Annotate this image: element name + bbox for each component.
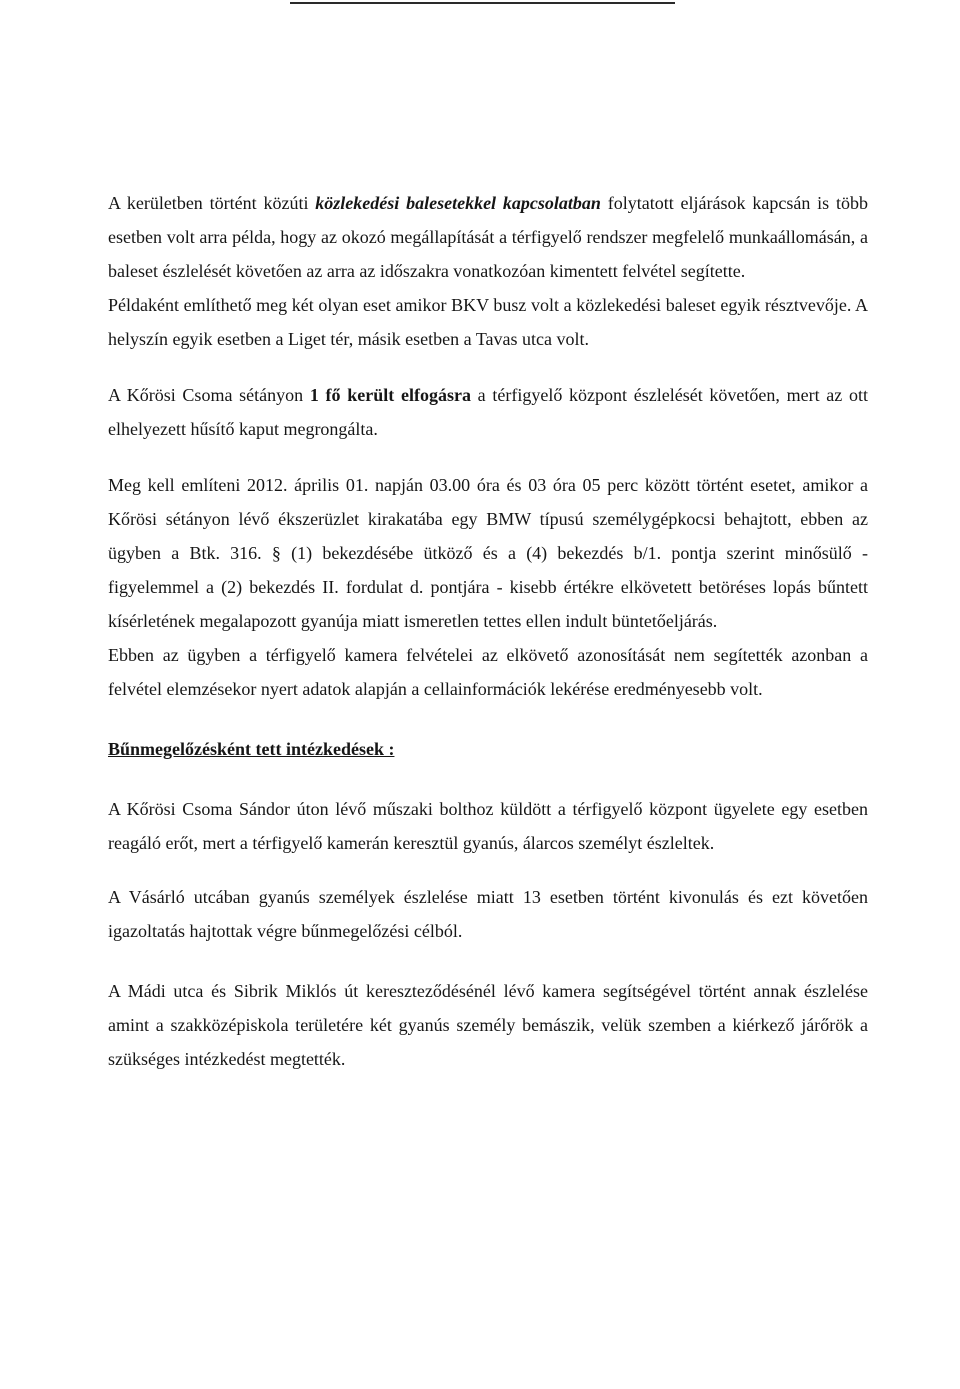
paragraph-madi-street: A Mádi utca és Sibrik Miklós út kereszteződésénél lévő kamera segítségével történt annak észlelése amint a szakközépiskola területére két gyanús személy bemászik, velük szemben a kiérkező járőrök a szükséges intézkedést megtették. [108, 981, 868, 1069]
emphasis-text: közlekedési balesetekkel kapcsolatban [315, 193, 601, 213]
paragraph-jewelry-case: Meg kell említeni 2012. április 01. napján 03.00 óra és 03 óra 05 perc között történt esetet, amikor a Kőrösi sétányon lévő ékszerüzlet kirakatába egy BMW típusú személygépkocsi behajtott, ebben az ügyben a Btk. 316. § (1) bekezdésébe ütköző és a (4) bekezdés b/1. pontja szerint minősülő - figyelemmel a (2) bekezdés II. fordulat d. pontjára - kisebb értékre elkövetett betöréses lopás bűntett kísérletének megalapozott gyanúja miatt ismeretlen tettes ellen indult büntetőeljárás. [108, 475, 868, 631]
paragraph-camera-footage: Ebben az ügyben a térfigyelő kamera felvételei az elkövető azonosítását nem segítették azonban a felvétel elemzésekor nyert adatok alapján a cellainformációk lekérése eredményesebb volt. [108, 645, 868, 699]
paragraph-text: folytatott eljárások kapcsán is több esetben volt arra példa, hogy az okozó megállapítását a térfigyelő rendszer megfelelő munkaállomásán, a baleset észlelését követően az arra az időszakra vonatkozóan kimentett felvétel segítette. [108, 193, 869, 281]
section-heading: Bűnmegelőzésként tett intézkedések : [108, 739, 395, 759]
paragraph-electronics-shop: A Kőrösi Csoma Sándor úton lévő műszaki bolthoz küldött a térfigyelő központ ügyelete egy esetben reagáló erőt, mert a térfigyelő kamerán keresztül gyanús, álarcos személyt észleltek. [108, 799, 868, 853]
bold-text: 1 fő került elfogásra [309, 385, 471, 405]
scan-edge-line [290, 2, 675, 4]
paragraph-bkv-examples: Példaként említhető meg két olyan eset amikor BKV busz volt a közlekedési baleset egyik résztvevője. A helyszín egyik esetben a Liget tér, másik esetben a Tavas utca volt. [108, 295, 868, 349]
paragraph-text: A Kőrösi Csoma sétányon [108, 385, 310, 405]
paragraph-text: a térfigyelő központ észlelését követően, mert az ott elhelyezett hűsítő kaput megrongálta. [108, 385, 868, 439]
paragraph-text: A kerületben történt közúti [108, 193, 316, 213]
document-body [108, 186, 868, 1076]
paragraph-arrest [108, 378, 868, 446]
paragraph-traffic-accidents [108, 186, 868, 288]
paragraph-vasarlo-street: A Vásárló utcában gyanús személyek észlelése miatt 13 esetben történt kivonulás és ezt követően igazoltatás hajtottak végre bűnmegelőzési célból. [108, 887, 868, 941]
